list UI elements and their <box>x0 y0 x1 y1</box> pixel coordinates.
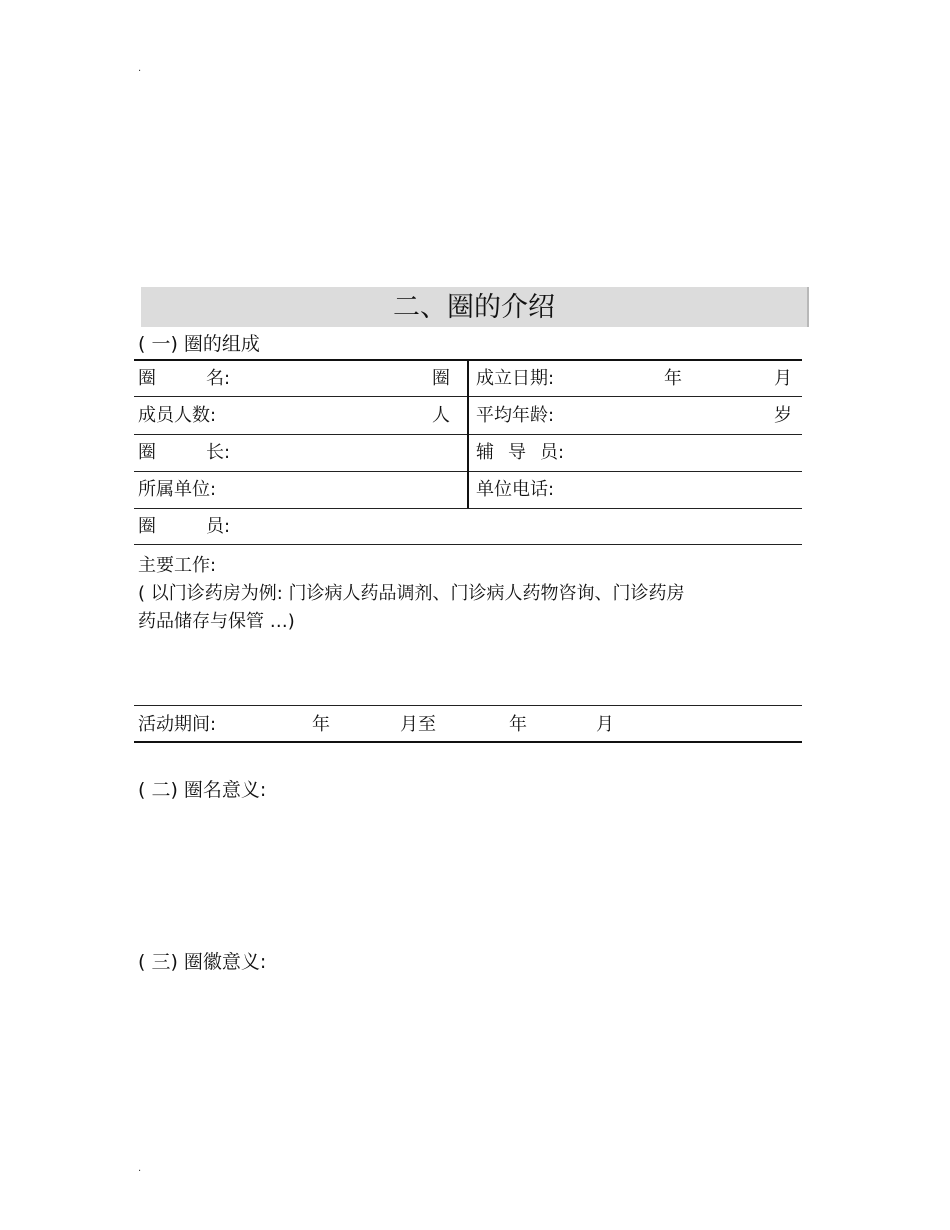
form-bottom-border <box>134 741 802 743</box>
unit-label: 所属单位: <box>138 479 217 500</box>
average-age-label: 平均年龄: <box>476 405 555 426</box>
circle-name-label: 圈 <box>138 368 156 389</box>
activity-period-label: 活动期间: <box>138 714 217 735</box>
main-work-label: 主要工作: <box>138 555 217 576</box>
row-divider <box>134 544 802 545</box>
period-year-unit: 年 <box>509 714 527 735</box>
main-work-example: ( 以门诊药房为例: 门诊病人药品调剂、门诊病人药物咨询、门诊药房 <box>138 583 685 604</box>
page-mark-top: . <box>138 63 142 74</box>
column-divider <box>467 359 469 508</box>
circle-composition-form <box>134 359 802 743</box>
circle-name-label: 名: <box>206 368 231 389</box>
section-title-emblem-meaning: ( 三) 圈徽意义: <box>138 951 267 973</box>
member-count-label: 成员人数: <box>138 405 217 426</box>
member-count-suffix: 人 <box>432 405 450 426</box>
section-title-composition: ( 一) 圈的组成 <box>138 333 260 355</box>
main-work-example: 药品储存与保管 …) <box>138 611 295 632</box>
advisor-label: 辅 <box>476 442 494 463</box>
period-month-to: 月至 <box>400 714 436 735</box>
row-divider <box>134 508 802 509</box>
page-mark-bottom: . <box>138 1163 142 1174</box>
member-label: 圈 <box>138 516 156 537</box>
row-divider <box>134 705 802 706</box>
founded-date-label: 成立日期: <box>476 368 555 389</box>
section-title-name-meaning: ( 二) 圈名意义: <box>138 779 267 801</box>
advisor-label: 导 <box>508 442 526 463</box>
average-age-suffix: 岁 <box>774 405 792 426</box>
unit-phone-label: 单位电话: <box>476 479 555 500</box>
circle-name-suffix: 圈 <box>432 368 450 389</box>
section-banner <box>141 287 809 327</box>
main-work-block <box>138 552 778 636</box>
founded-year-unit: 年 <box>664 368 682 389</box>
member-label: 员: <box>206 516 231 537</box>
period-year-unit: 年 <box>312 714 330 735</box>
founded-month-unit: 月 <box>774 368 792 389</box>
banner-title: 二、圈的介绍 <box>393 292 555 323</box>
leader-label: 圈 <box>138 442 156 463</box>
leader-label: 长: <box>206 442 231 463</box>
period-month-unit: 月 <box>596 714 614 735</box>
advisor-label: 员: <box>540 442 565 463</box>
